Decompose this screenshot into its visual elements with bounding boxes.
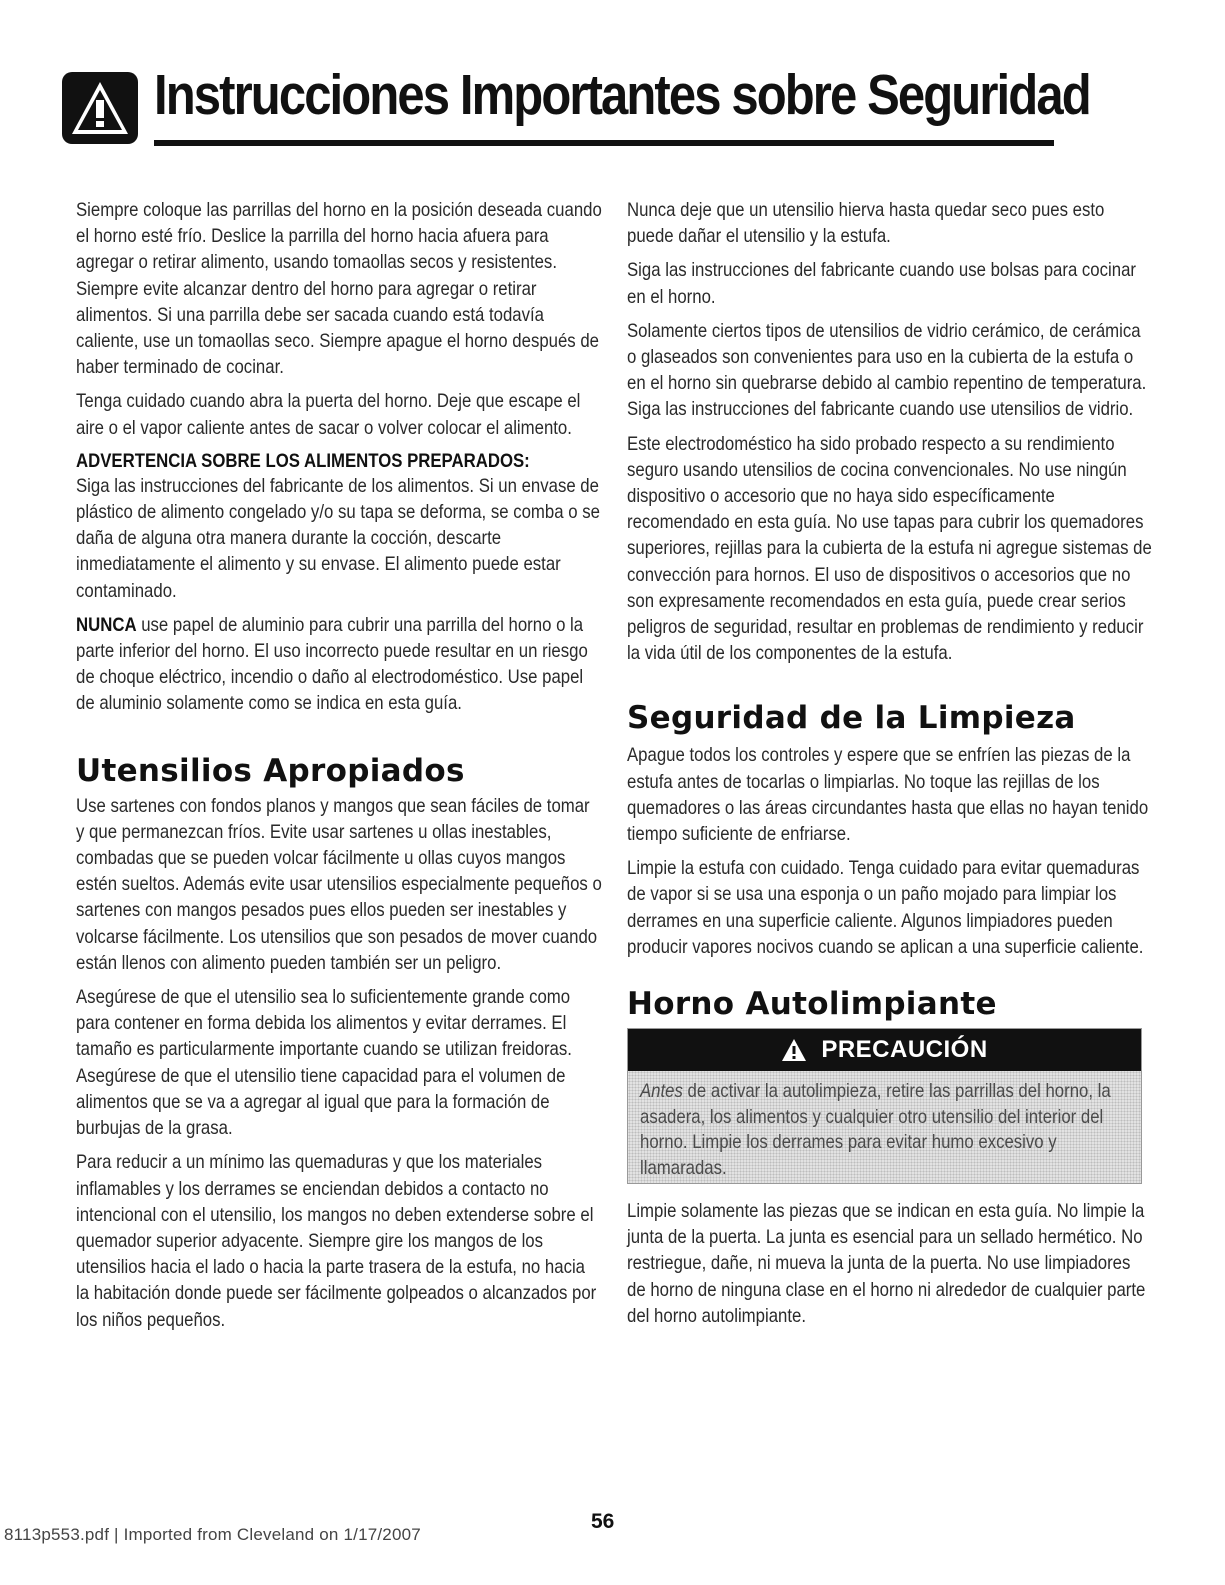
footer-file-info: 8113p553.pdf | Imported from Cleveland on 1/17/2007 [4, 1525, 421, 1544]
left-column [76, 197, 606, 1341]
caution-label: PRECAUCIÓN [821, 1036, 988, 1064]
paragraph-clean-carefully: Limpie la estufa con cuidado. Tenga cuidado para evitar quemaduras de vapor si se usa una esponja o un paño mojado para limpiar los derrames en una superficie caliente. Algunos limpiadores pueden producir vapores nocivos cuando se aplican a una superficie caliente. [627, 857, 1144, 958]
caution-triangle-icon [781, 1038, 807, 1062]
paragraph-oven-racks: Siempre coloque las parrillas del horno en la posición deseada cuando el horno esté frío. Deslice la parrilla del horno hacia afuera para agregar o retirar alimento, usando tomaollas secos y resistentes. Siempre evite alcanzar dentro del horno para agregar o retirar alimentos. Si una parrilla debe ser sacada cuando está todavía caliente, use un tomaollas seco. Siempre apague el horno después de haber terminado de cocinar. [76, 199, 602, 379]
caution-header [628, 1029, 1141, 1071]
paragraph-tested-appliance: Este electrodoméstico ha sido probado respecto a su rendimiento seguro usando utensilios de cocina convencionales. No use ningún dispositivo o accesorio que no haya sido específicamente recomendado en esta guía. No use tapas para cubrir los quemadores superiores, rejillas para la cubierta de la estufa ni agregue sistemas de convección para hornos. El uso de dispositivos o accesorios que no son expresamente recomendados en esta guía, puede crear serios peligros de seguridad, resultar en problemas de rendimiento y reducir la vida útil de los componentes de la estufa. [627, 432, 1152, 665]
caution-message: de activar la autolimpieza, retire las parrillas del horno, la asadera, los alimentos y cualquier otro utensilio del interior del horno. Limpie los derrames para evitar humo excesivo y llamaradas. [640, 1080, 1111, 1179]
page-number: 56 [591, 1510, 615, 1533]
caution-lead-word: Antes [640, 1080, 683, 1103]
section-title-utensilios: Utensilios Apropiados [76, 752, 465, 789]
page-header [62, 63, 1090, 150]
paragraph-flat-pans: Use sartenes con fondos planos y mangos que sean fáciles de tomar y que permanezcan fríos. Evite usar sartenes u ollas inestables, combadas que se pueden volcar fácilmente u ollas cuyos mangos estén sueltos. Además evite usar utensilios especialmente pequeños o sartenes con mangos pesados pues ellos pueden ser inestables y volcarse fácilmente. Los utensilios que son pesados de mover cuando están llenos con alimento pueden también ser un peligro. [76, 794, 602, 974]
paragraph-utensil-size: Asegúrese de que el utensilio sea lo suficientemente grande como para contener en forma debida los alimentos y evitar derrames. El tamaño es particularmente importante cuando se utilizan freidoras. Asegúrese de que el utensilio tiene capacidad para el volumen de alimentos que se va a agregar al igual que para la formación de burbujas de la grasa. [76, 986, 572, 1140]
warning-triangle-icon [62, 72, 138, 144]
aluminum-foil-text: use papel de aluminio para cubrir una parrilla del horno o la parte inferior del horno. El uso incorrecto puede resultar en un riesgo de choque eléctrico, incendio o daño al electrodoméstico. Use papel de aluminio solamente como se indica en esta guía. [76, 613, 588, 715]
caution-body [628, 1071, 1141, 1183]
right-column [627, 197, 1157, 1337]
paragraph-cooking-bags: Siga las instrucciones del fabricante cuando use bolsas para cocinar en el horno. [627, 259, 1136, 308]
paragraph-boil-dry: Nunca deje que un utensilio hierva hasta quedar seco pues esto puede dañar el utensilio y la estufa. [627, 199, 1105, 248]
caution-box [627, 1028, 1142, 1184]
page-title: Instrucciones Importantes sobre Seguridad [154, 63, 1090, 127]
title-underline [154, 140, 1054, 146]
paragraph-cool-parts: Apague todos los controles y espere que se enfríen las piezas de la estufa antes de tocarlas o limpiarlas. No toque las rejillas de los quemadores o las áreas circundantes hasta que ellas no hayan tenido tiempo suficiente de enfriarse. [627, 744, 1149, 846]
prepared-food-warning-heading: ADVERTENCIA SOBRE LOS ALIMENTOS PREPARADOS: [76, 449, 530, 472]
paragraph-glass-utensils: Solamente ciertos tipos de utensilios de vidrio cerámico, de cerámica o glaseados son convenientes para uso en la cubierta de la estufa o en el horno sin quebrarse debido al cambio repentino de temperatura. Siga las instrucciones del fabricante cuando use utensilios de vidrio. [627, 319, 1147, 421]
section-title-horno: Horno Autolimpiante [627, 986, 997, 1023]
section-title-limpieza: Seguridad de la Limpieza [627, 700, 1076, 737]
paragraph-prepared-food: Siga las instrucciones del fabricante de los alimentos. Si un envase de plástico de alimento congelado y/o su tapa se deforma, se comba o se daña de alguna otra manera durante la cocción, descarte inmediatamente el alimento y su envase. El alimento puede estar contaminado. [76, 474, 600, 602]
paragraph-handles: Para reducir a un mínimo las quemaduras y que los materiales inflamables y los derrames se enciendan debidos a contacto no intencional con el utensilio, los mangos no deben extenderse sobre el quemador superior adyacente. Siempre gire los mangos de los utensilios hacia el lado o hacia la parte trasera de la estufa, no hacia la habitación donde puede ser fácilmente golpeados o alcanzados por los niños pequeños. [76, 1151, 597, 1331]
paragraph-aluminum-foil [76, 612, 602, 717]
never-emphasis: NUNCA [76, 613, 137, 636]
paragraph-oven-door: Tenga cuidado cuando abra la puerta del horno. Deje que escape el aire o el vapor caliente antes de sacar o volver colocar el alimento. [76, 390, 581, 439]
caution-text [640, 1079, 1130, 1181]
paragraph-door-gasket: Limpie solamente las piezas que se indican en esta guía. No limpie la junta de la puerta. La junta es esencial para un sellado hermético. No restriegue, dañe, ni mueva la junta de la puerta. No use limpiadores de horno de ninguna clase en el horno ni alrededor de cualquier parte del horno autolimpiante. [627, 1200, 1146, 1327]
